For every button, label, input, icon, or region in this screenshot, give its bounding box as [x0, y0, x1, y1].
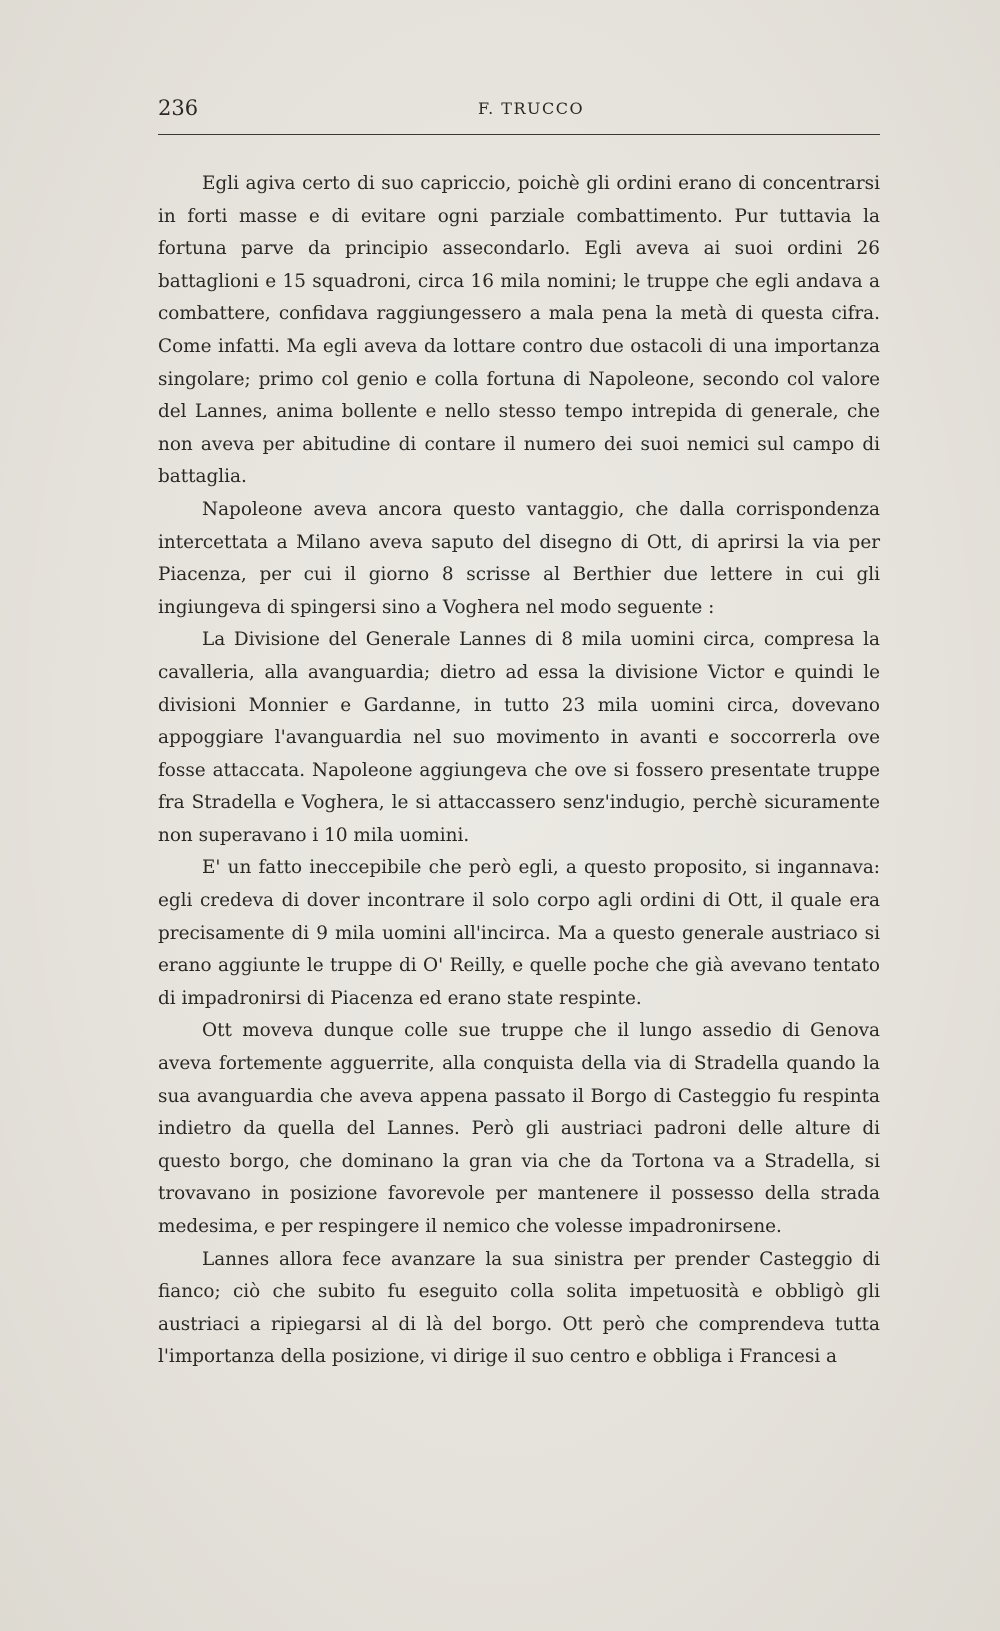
paragraph: Egli agiva certo di suo capriccio, poichè gli ordini erano di concentrarsi in forti masse e di evitare ogni parziale combattimento. Pur tuttavia la fortuna parve da principio assecondarlo. Egli aveva ai suoi ordini 26 battaglioni e 15 squadroni, circa 16 mila nomini; le truppe che egli andava a combattere, confidava raggiungessero a mala pena la metà di questa cifra. Come infatti. Ma egli aveva da lottare contro due ostacoli di una importanza singolare; primo col genio e colla fortuna di Napoleone, secondo col valore del Lannes, anima bollente e nello stesso tempo intrepida di generale, che non aveva per abitudine di contare il numero dei suoi nemici sul campo di battaglia. — [158, 173, 880, 488]
paragraph: Lannes allora fece avanzare la sua sinistra per prender Casteggio di fianco; ciò che subito fu eseguito colla solita impetuosità e obbligò gli austriaci a ripiegarsi al di là del borgo. Ott però che comprendeva tutta l'importanza della posizione, vi dirige il suo centro e obbliga i Francesi a — [158, 1248, 880, 1368]
paragraph: Ott moveva dunque colle sue truppe che il lungo assedio di Genova aveva fortemente agguerrite, alla conquista della via di Stradella quando la sua avanguardia che aveva appena passato il Borgo di Casteggio fu respinta indietro da quella del Lannes. Però gli austriaci padroni delle alture di questo borgo, che dominano la gran via che da Tortona va a Stradella, si trovavano in posizione favorevole per mantenere il possesso della strada medesima, e per respingere il nemico che volesse impadronirsene. — [158, 1020, 880, 1237]
body-text — [158, 168, 880, 1374]
page-number: 236 — [158, 96, 199, 120]
page-header — [158, 96, 880, 132]
running-title: F. TRUCCO — [478, 99, 585, 118]
header-rule — [158, 134, 880, 135]
paragraph: Napoleone aveva ancora questo vantaggio, che dalla corrispondenza intercettata a Milano aveva saputo del disegno di Ott, di aprirsi la via per Piacenza, per cui il giorno 8 scrisse al Berthier due lettere in cui gli ingiungeva di spingersi sino a Voghera nel modo seguente : — [158, 498, 880, 618]
paragraph: E' un fatto ineccepibile che però egli, a questo proposito, si ingannava: egli credeva di dover incontrare il solo corpo agli ordini di Ott, il quale era precisamente di 9 mila uomini all'incirca. Ma a questo generale austriaco si erano aggiunte le truppe di O' Reilly, e quelle poche che già avevano tentato di impadronirsi di Piacenza ed erano state respinte. — [158, 857, 880, 1009]
paragraph: La Divisione del Generale Lannes di 8 mila uomini circa, compresa la cavalleria, alla avanguardia; dietro ad essa la divisione Victor e quindi le divisioni Monnier e Gardanne, in tutto 23 mila uomini circa, dovevano appoggiare l'avanguardia nel suo movimento in avanti e soccorrerla ove fosse attaccata. Napoleone aggiungeva che ove si fossero presentate truppe fra Stradella e Voghera, le si attaccassero senz'indugio, perchè sicuramente non superavano i 10 mila uomini. — [158, 629, 880, 846]
